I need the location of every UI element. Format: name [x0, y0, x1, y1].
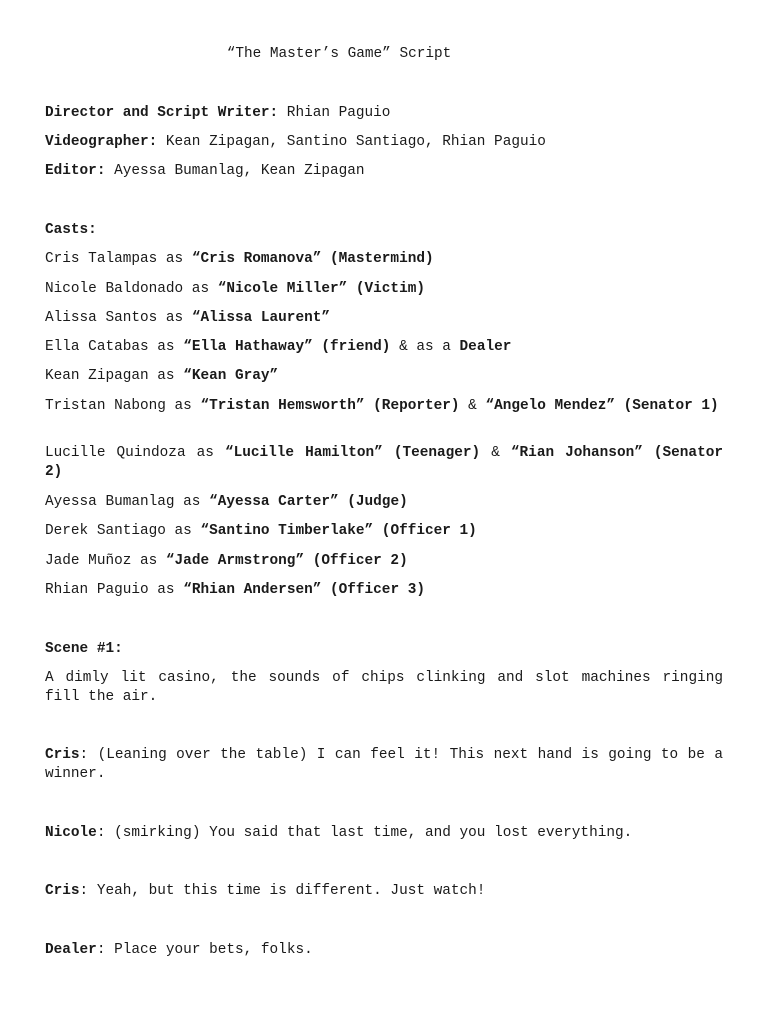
cast-role: “Santino Timberlake” (Officer 1): [200, 523, 477, 539]
dialogue-speaker: Nicole: [45, 825, 97, 841]
cast-role: “Nicole Miller” (Victim): [217, 281, 425, 297]
dialogue-speaker: Cris: [45, 883, 80, 899]
credit-label: Videographer:: [45, 134, 158, 150]
cast-connector: & as a: [390, 339, 460, 355]
cast-actor: Tristan Nabong as: [45, 398, 201, 414]
cast-actor: Rhian Paguio as: [45, 582, 184, 598]
cast-role: “Ayessa Carter” (Judge): [209, 494, 408, 510]
cast-role-secondary: “Rian Johanson” (Senator 2): [45, 445, 732, 480]
dialogue-speaker: Cris: [45, 747, 80, 763]
cast-role: “Ella Hathaway” (friend): [183, 339, 391, 355]
credit-value: Kean Zipagan, Santino Santiago, Rhian Paguio: [157, 134, 546, 150]
credit-label: Editor:: [45, 163, 106, 179]
cast-actor: Ella Catabas as: [45, 339, 184, 355]
credit-editor: [45, 162, 723, 181]
cast-role: “Rhian Andersen” (Officer 3): [183, 582, 425, 598]
cast-item: [45, 309, 723, 328]
cast-item: [45, 552, 723, 571]
cast-role-secondary: “Angelo Mendez” (Senator 1): [485, 398, 719, 414]
cast-actor: Nicole Baldonado as: [45, 281, 218, 297]
casts-heading-text: Casts:: [45, 222, 97, 238]
casts-heading: [45, 221, 723, 240]
cast-role: “Kean Gray”: [183, 368, 279, 384]
scene-heading: [45, 640, 723, 659]
credit-value: Ayessa Bumanlag, Kean Zipagan: [105, 163, 365, 179]
dialogue-text: : Yeah, but this time is different. Just watch!: [79, 883, 486, 899]
cast-actor: Jade Muñoz as: [45, 553, 166, 569]
dialogue-line: [45, 882, 723, 901]
dialogue-line: [45, 941, 723, 960]
cast-role: “Cris Romanova” (Mastermind): [191, 251, 434, 267]
cast-item: [45, 397, 723, 416]
cast-item: [45, 250, 723, 269]
cast-connector: &: [459, 398, 486, 414]
scene-heading-text: Scene #1:: [45, 641, 123, 657]
credit-videographer: [45, 133, 723, 152]
cast-actor: Derek Santiago as: [45, 523, 201, 539]
dialogue-line: [45, 824, 723, 843]
cast-role: “Jade Armstrong” (Officer 2): [165, 553, 408, 569]
cast-item: [45, 280, 723, 299]
dialogue-text: : (smirking) You said that last time, and you lost everything.: [96, 825, 633, 841]
cast-actor: Alissa Santos as: [45, 310, 192, 326]
cast-actor: Cris Talampas as: [45, 251, 192, 267]
cast-role-secondary: Dealer: [459, 339, 512, 355]
cast-item: [45, 581, 723, 600]
credit-value: Rhian Paguio: [278, 105, 391, 121]
cast-role: “Lucille Hamilton” (Teenager): [224, 445, 481, 461]
cast-item: [45, 522, 723, 541]
dialogue-text: : (Leaning over the table) I can feel it! This next hand is going to be a winner.: [45, 747, 732, 782]
script-title: “The Master’s Game” Script: [226, 46, 452, 62]
cast-item: [45, 338, 723, 357]
scene-description: A dimly lit casino, the sounds of chips clinking and slot machines ringing fill the air.: [45, 670, 732, 705]
cast-actor: Kean Zipagan as: [45, 368, 184, 384]
cast-role: “Tristan Hemsworth” (Reporter): [200, 398, 460, 414]
cast-connector: &: [480, 445, 511, 461]
cast-item: [45, 493, 723, 512]
cast-actor: Ayessa Bumanlag as: [45, 494, 210, 510]
credit-label: Director and Script Writer:: [45, 105, 279, 121]
dialogue-line: [45, 746, 732, 784]
credit-director: [45, 104, 723, 123]
dialogue-text: : Place your bets, folks.: [96, 942, 313, 958]
cast-role: “Alissa Laurent”: [191, 310, 330, 326]
cast-item: [45, 367, 723, 386]
dialogue-speaker: Dealer: [45, 942, 97, 958]
cast-actor: Lucille Quindoza as: [45, 445, 225, 461]
cast-item: [45, 444, 732, 482]
